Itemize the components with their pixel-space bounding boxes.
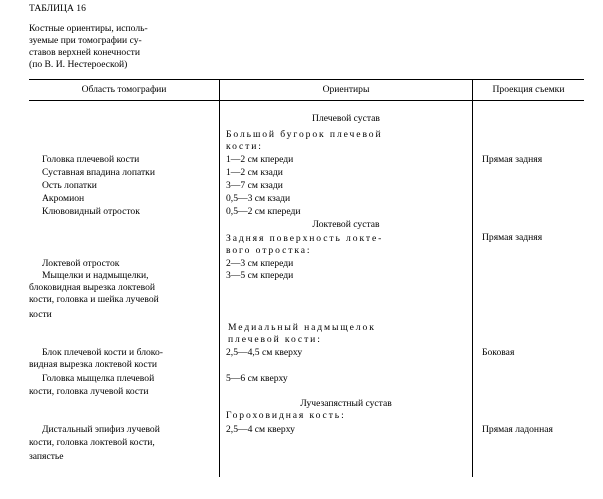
- region-capitulum: кости, головка лучевой кости: [29, 386, 149, 397]
- table-top-rule: [29, 79, 584, 80]
- projection-elbow: Прямая задняя: [482, 232, 543, 243]
- offset-value: 5—6 см кверху: [226, 373, 288, 384]
- region-trochlea: видная вырезка локтевой кости: [29, 359, 158, 370]
- section-heading-shoulder: Плечевой сустав: [312, 113, 380, 124]
- section-heading-elbow: Локтевой сустав: [312, 219, 380, 230]
- offset-value: 2,5—4,5 см кверху: [226, 347, 303, 358]
- landmark-olecranon-surface: Задняя поверхность локте-: [226, 233, 384, 244]
- region-scapular-spine: Ость лопатки: [42, 180, 97, 191]
- region-olecranon: Локтевой отросток: [42, 258, 120, 269]
- offset-value: 3—5 см кпереди: [226, 270, 294, 281]
- table-label: ТАБЛИЦА 16: [29, 3, 86, 14]
- header-bottom-rule: [29, 100, 584, 101]
- landmark-medial-epicondyle: плечевой кости:: [228, 334, 322, 345]
- region-coracoid-process: Клювовидный отросток: [42, 206, 140, 217]
- landmark-medial-epicondyle: Медиальный надмыщелок: [228, 322, 376, 333]
- landmark-olecranon-surface: вого отростка:: [226, 245, 312, 256]
- offset-value: 1—2 см кзади: [226, 167, 283, 178]
- offset-value: 2—3 см кпереди: [226, 258, 294, 269]
- offset-value: 3—7 см кзади: [226, 180, 283, 191]
- section-heading-wrist: Лучезапястный сустав: [300, 398, 392, 409]
- region-trochlea: Блок плечевой кости и блоко-: [42, 347, 163, 358]
- region-capitulum: Головка мыщелка плечевой: [42, 373, 155, 384]
- region-condyles: кости, головка и шейка лучевой: [29, 294, 159, 305]
- region-condyles: блоковидная вырезка локтевой: [29, 282, 156, 293]
- offset-value: 2,5—4 см кверху: [226, 424, 295, 435]
- region-glenoid-cavity: Суставная впадина лопатки: [42, 167, 155, 178]
- column-header-projection: Проекция съемки: [492, 84, 565, 95]
- column-divider: [219, 79, 220, 477]
- landmark-pisiform: Гороховидная кость:: [226, 410, 346, 421]
- column-header-landmarks: Ориентиры: [322, 84, 370, 95]
- region-condyles: кости: [29, 309, 52, 320]
- projection-shoulder: Прямая задняя: [482, 154, 543, 165]
- projection-palmar: Прямая ладонная: [482, 424, 553, 435]
- region-distal-radius: кости, головка локтевой кости,: [29, 437, 155, 448]
- offset-value: 1—2 см кпереди: [226, 154, 294, 165]
- column-divider: [472, 79, 473, 477]
- region-acromion: Акромион: [42, 193, 85, 204]
- column-header-region: Область томографии: [81, 84, 167, 95]
- table-caption-line: зуемые при томографии су-: [29, 35, 142, 46]
- region-distal-radius: Дистальный эпифиз лучевой: [42, 424, 160, 435]
- landmark-greater-tubercle: кости:: [226, 141, 263, 152]
- table-caption-line: (по В. И. Нестероеской): [29, 59, 128, 70]
- table-caption-line: ставов верхней конечности: [29, 47, 140, 58]
- region-condyles: Мыщелки и надмыщелки,: [42, 270, 149, 281]
- offset-value: 0,5—3 см кзади: [226, 193, 291, 204]
- offset-value: 0,5—2 см кпереди: [226, 206, 301, 217]
- table-caption-line: Костные ориентиры, исполь-: [29, 23, 148, 34]
- projection-lateral: Боковая: [482, 347, 515, 358]
- landmark-greater-tubercle: Большой бугорок плечевой: [226, 129, 383, 140]
- region-distal-radius: запястье: [29, 451, 64, 462]
- region-humeral-head: Головка плечевой кости: [42, 154, 140, 165]
